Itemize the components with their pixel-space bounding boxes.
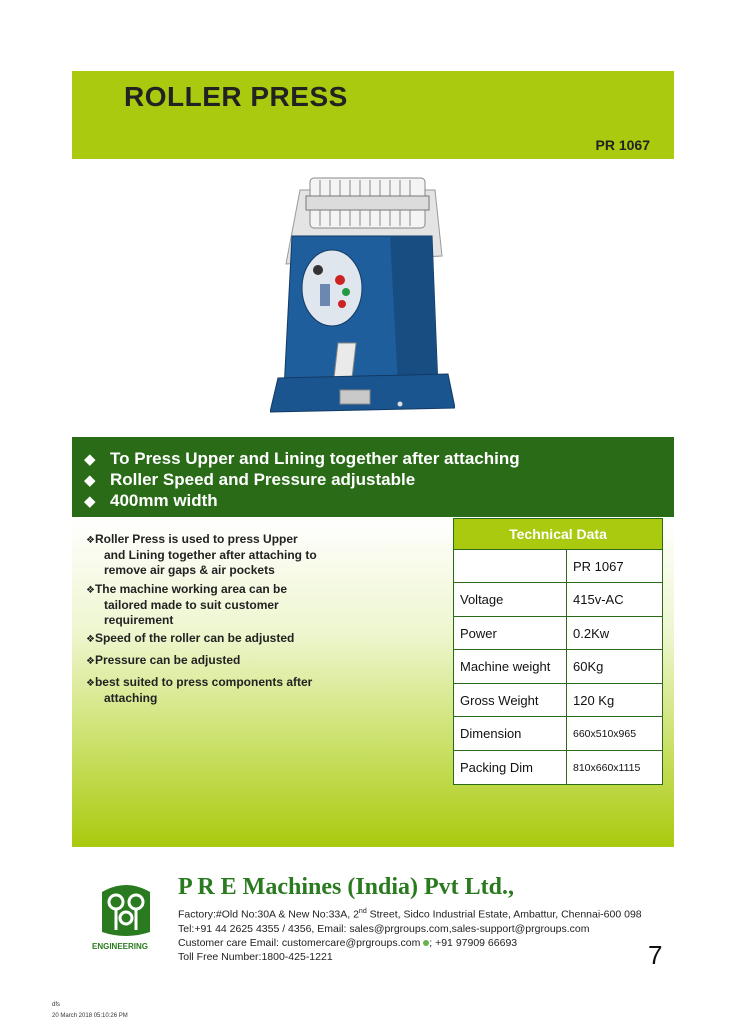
page-number: 7 [648, 940, 663, 970]
feature-item: ◆ Roller Speed and Pressure adjustable [84, 470, 416, 489]
toll-free: Toll Free Number:1800-425-1221 [178, 951, 333, 963]
table-model: PR 1067 [573, 558, 624, 574]
model-number: PR 1067 [595, 137, 650, 153]
table-row: Machine weight 60Kg [454, 649, 662, 683]
company-logo-icon [94, 878, 158, 942]
description-bullet: ❖Roller Press is used to press Upper and Lining together after attaching to remove air gaps & air pockets [86, 532, 317, 577]
description-panel [72, 517, 674, 847]
customer-care: Customer care Email: customercare@prgroups.com ; +91 97909 66693 [178, 937, 518, 949]
description-bullet: ❖best suited to press components after attaching [86, 675, 313, 705]
company-name: P R E Machines (India) Pvt Ltd., [178, 874, 515, 900]
table-row: Dimension 660x510x965 [454, 716, 662, 750]
star-bullet-icon: ❖ [86, 656, 95, 667]
diamond-bullet-icon: ◆ [84, 451, 96, 468]
features-band [72, 437, 674, 517]
title-banner [72, 71, 674, 159]
feature-item: ◆ 400mm width [84, 491, 218, 510]
roller-press-machine-image [270, 168, 455, 423]
logo-text: ENGINEERING [92, 942, 149, 951]
contact-tel: Tel:+91 44 2625 4355 / 4356, Email: sales@prgroups.com,sales-support@prgroups.com [178, 923, 590, 935]
star-bullet-icon: ❖ [86, 678, 95, 689]
table-row: Voltage 415v-AC [454, 582, 662, 616]
diamond-bullet-icon: ◆ [84, 472, 96, 489]
table-row: Gross Weight 120 Kg [454, 683, 662, 716]
page-title: ROLLER PRESS [124, 81, 348, 112]
diamond-bullet-icon: ◆ [84, 493, 96, 510]
table-row [454, 549, 662, 582]
table-row: Power 0.2Kw [454, 616, 662, 649]
star-bullet-icon: ❖ [86, 535, 95, 546]
technical-data-heading: Technical Data [454, 519, 662, 549]
description-bullet: ❖Pressure can be adjusted [86, 653, 241, 667]
company-footer [92, 868, 692, 978]
meta-line: dfs [52, 1002, 61, 1008]
star-bullet-icon: ❖ [86, 585, 95, 596]
description-bullet: ❖The machine working area can be tailored made to suit customer requirement [86, 582, 288, 627]
description-bullet: ❖Speed of the roller can be adjusted [86, 631, 295, 645]
factory-address: Factory:#Old No:30A & New No:33A, 2nd Street, Sidco Industrial Estate, Ambattur, Chennai-600 098 [178, 908, 642, 921]
meta-timestamp: 20 March 2018 05:10:26 PM [52, 1013, 128, 1019]
technical-data-table [453, 518, 663, 785]
table-row: Packing Dim 810x660x1115 [454, 750, 662, 784]
star-bullet-icon: ❖ [86, 634, 95, 645]
feature-item: ◆ To Press Upper and Lining together after attaching [84, 449, 520, 468]
